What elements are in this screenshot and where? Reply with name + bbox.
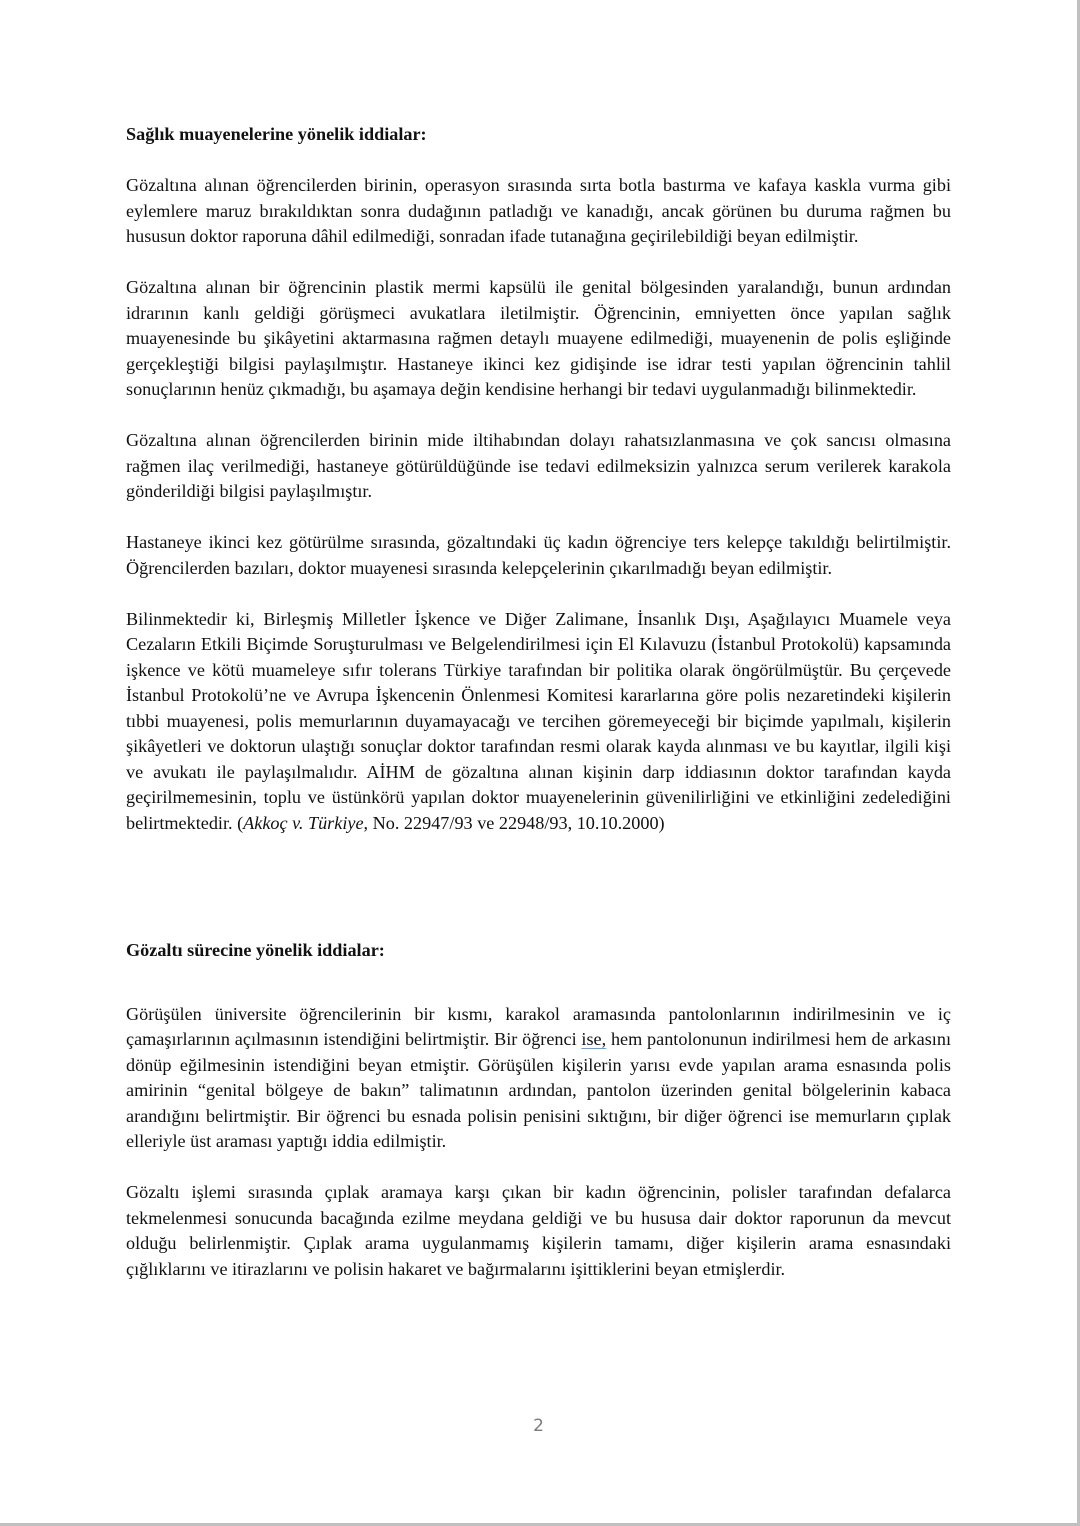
section-heading-custody-process: Gözaltı sürecine yönelik iddialar: [126,940,385,960]
paragraph-lip-injury: Gözaltına alınan öğrencilerden birinin, operasyon sırasında sırta botla bastırma ve kafaya kaskla vurma gibi eylemlere maruz bırakıldıktan sonra dudağının patladığı ve kanadığı, ancak görünen bu duruma rağmen bu hususun doktor raporuna dâhil edilmediği, sonradan ifade tutanağına geçirilebildiği beyan edilmiştir. [126,175,951,246]
citation-text: Bilinmektedir ki, Birleşmiş Milletler İşkence ve Diğer Zalimane, İnsanlık Dışı, Aşağılayıcı Muamele veya Cezaların Etkili Biçimde Soruşturulması ve Belgelendirilmesi için El Kılavuzu (İstanbul Protokolü) kapsamında işkence ve kötü muameleye sıfır tolerans Türkiye tarafından bir politika olarak öngörülmüştür. Bu çerçevede İstanbul Protokolü’ne ve Avrupa İşkencenin Önlenmesi Komitesi kararlarına göre polis nezaretindeki kişilerin tıbbi muayenesi, polis memurlarının duyamayacağı ve tercihen göremeyeceği bir biçimde yapılmalı, kişilerin şikâyetleri ve doktorun ulaştığı sonuçlar doktor tarafından resmi olarak kayda alınması ve bu kayıtlar, ilgili kişi ve avukatı ile paylaşılmalıdır. AİHM de gözaltına alınan kişinin darp iddiasının doktor tarafından kayda geçirilmemesinin, toplu ve üstünkörü yapılan doktor muayenelerinin güvenilirliğini ve etkinliğini zedelediğini belirtmektedir. ( [126,608,951,833]
case-details: , No. 22947/93 ve 22948/93, 10.10.2000) [363,812,665,833]
paragraph-kicked-student: Gözaltı işlemi sırasında çıplak aramaya karşı çıkan bir kadın öğrencinin, polisler tarafından defalarca tekmelenmesi sonucunda bacağında ezilme meydana geldiği ve bu hususa dair doktor raporunun da mevcut olduğu belirlenmiştir. Çıplak arama uygulanmamış kişilerin tamamı, diğer kişilerin arama esnasındaki çığlıklarını ve itirazlarını ve polisin hakaret ve bağırmalarını işittiklerini beyan etmişlerdir. [126,1182,951,1279]
page-content [126,122,951,1282]
paragraph-stomach-illness: Gözaltına alınan öğrencilerden birinin mide iltihabından dolayı rahatsızlanmasına ve çok sancısı olmasına rağmen ilaç verilmediği, hastaneye götürüldüğünde ise tedavi edilmeksizin yalnızca serum verilerek karakola gönderildiği bilgisi paylaşılmıştır. [126,430,951,501]
paragraph-strip-search [126,1002,951,1155]
paragraph-text-end: hem pantolonunun indirilmesi hem de arkasını dönüp eğilmesinin istendiğini beyan etmiştir. Görüşülen kişilerin yarısı evde yapılan arama esnasında polis amirinin “genital bölgeye de bakın” talimatının ardından, pantolon üzerinden genital bölgelerinin kabaca arandığını belirtmiştir. Bir öğrenci bu esnada polisin penisini sıktığını, bir diğer öğrenci ise memurların çıplak elleriyle üst araması yaptığı iddia edilmiştir. [126,1029,951,1151]
paragraph-istanbul-protocol [126,607,951,837]
case-name: Akkoç v. Türkiye [243,812,364,833]
paragraph-plastic-bullet: Gözaltına alınan bir öğrencinin plastik mermi kapsülü ile genital bölgesinden yaralandığı, bunun ardından idrarının kanlı geldiği görüşmeci avukatlara iletilmiştir. Öğrencinin, emniyetten önce yapılan sağlık muayenesinde bu şikâyetini aktarmasına rağmen detaylı muayene edilmediği, muayenenin de polis eşliğinde gerçekleştiği bilgisi paylaşılmıştır. Hastaneye ikinci kez gidişinde ise idrar testi yapılan öğrencinin tahlil sonuçlarının henüz çıkmadığı, bu aşamaya değin kendisine herhangi bir tedavi uygulanmadığı bilinmektedir. [126,277,951,399]
page-number: 2 [533,1416,544,1436]
paragraph-text-start: Görüşülen üniversite öğrencilerinin bir kısmı, karakol aramasında pantolonlarının indirilmesinin ve iç çamaşırlarının açılmasının istendiğini belirtmiştir. Bir öğrenci [126,1003,951,1049]
section-heading-health-exams: Sağlık muayenelerine yönelik iddialar: [126,124,427,144]
spellcheck-underlined-word[interactable]: ise, [581,1029,607,1049]
paragraph-handcuffs: Hastaneye ikinci kez götürülme sırasında, gözaltındaki üç kadın öğrenciye ters kelepçe takıldığı belirtilmiştir. Öğrencilerden bazıları, doktor muayenesi sırasında kelepçelerinin çıkarılmadığı beyan edilmiştir. [126,532,951,578]
